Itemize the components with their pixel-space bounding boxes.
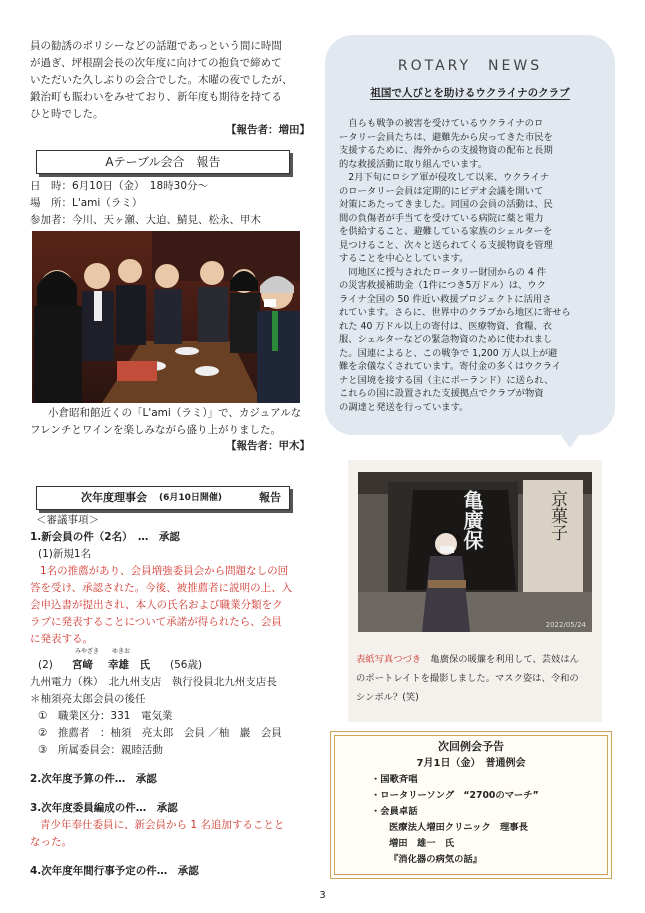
rotary-subheading: 祖国で人びとを助けるウクライナのクラブ [370,87,570,99]
rotary-line: 服、シェルターなどの緊急物資のために使われまし [339,334,553,345]
item: ・ロータリーソング “2700のマーチ” [371,790,539,801]
item1-red-line: ラブに発表することについて承諾が得られたら、会員 [30,616,282,628]
speaker-name: 増田 雄一 氏 [389,838,455,849]
item1-detail: ① 職業区分：331 電気業 [38,710,173,722]
item: ・会員卓話 [371,806,418,817]
rotary-line: の調達と発送を行っています。 [339,401,469,413]
rotary-line: 見つけること、次々と送られてくる支援物資を管理 [339,239,553,251]
item: ・国歌斉唱 [371,774,418,785]
photo-timestamp: 2022/05/24 [545,621,586,629]
item3-red-line: 青少年奉仕委員に、新会員から 1 名追加することと [40,819,285,831]
rotary-line: ナと国境を接する国（主にポーランド）に送られ、 [339,374,554,386]
intro-reporter: 【報告者：増田】 [226,124,310,136]
board-title: 次年度理事会 [81,491,147,504]
a-table-info [30,178,315,229]
name1: 宮﨑 [72,659,93,671]
rotary-line: これらの国に設置された支援拠点でクラブが物資 [339,388,544,399]
board-body [30,512,325,880]
rotary-line: 的な救援活動に取り組んでいます。 [339,158,488,170]
item1-red-line: 会申込書が提出され、本人の氏名および職業分類をク [30,599,283,611]
rotary-line: 対策にあたってきました。同国の会員の活動は、民 [339,199,553,210]
rotary-line: 難を余儀なくされています。寄付金の多くはウクライ [339,361,562,372]
cover-photo [358,472,592,632]
next-meeting-box [330,731,612,879]
rotary-line: 同地区に授与されたロータリー財団からの 4 件 [339,266,547,278]
caption-line: シンボル？(笑) [356,692,419,703]
a-table-caption [30,405,315,439]
intro-line: が過ぎ、坪根副会長の次年度に向けての抱負で締めて [30,57,282,69]
board-title-box [36,486,290,510]
name2: 幸雄 氏 [108,659,150,671]
rotary-line: の災害救援補助金（1件につき5万ドル）は、ウク [339,280,546,291]
rotary-paragraph [339,117,605,414]
a-table-reporter: 【報告者：甲木】 [226,440,310,452]
next-meeting-items [371,772,601,868]
name2-ruby: ゆきお [112,648,131,655]
rotary-line: 支援するために、海外からの支援物資の配布と長期 [339,145,553,156]
curtain-text: 亀廣保 [460,490,484,550]
item1-successor: ＊柚須亮太郎会員の後任 [30,693,146,705]
item1-red-line: 答を受け、承認された。今後、被推薦者に説明の上、入 [30,582,293,594]
intro-line: いただいた久しぶりの会合でした。木曜の夜でしたが、 [30,74,293,86]
rotary-line: 自らも戦争の被害を受けているウクライナのロ [339,118,544,129]
intro-paragraph [30,38,315,123]
caption-line: 亀廣保の暖簾を利用して、芸妓はん [421,654,579,665]
a-table-attendees: 参加者：今川、天ヶ瀬、大迫、鯖見、松永、甲木 [30,214,261,226]
item1-red-line: 1名の推薦があり、会員増強委員会から問題なしの回 [40,565,289,577]
age: (56歳) [170,659,203,671]
shop-sign: 京菓子 [547,490,567,541]
name1-ruby: みやざき [75,648,100,655]
rotary-line: ライナ全国の 50 件近い救援プロジェクトに活用さ [339,293,552,305]
board-title-tail: 報告 [259,491,281,504]
caption-line: 小倉昭和館近くの「L'ami（ラミ）」で、カジュアルな [48,407,302,419]
rotary-news-panel [325,35,615,435]
rotary-line: 2月下旬にロシア軍が侵攻して以来、ウクライナ [339,172,550,183]
board-title-sub: (6月10日開催) [159,493,223,503]
rotary-line: することを中心としています。 [339,253,469,264]
rotary-line: を供給すること、避難している家族のシェルターを [339,226,553,237]
item3-red-line: なった。 [30,836,72,848]
rotary-line: のロータリー会員は定期的にビデオ会議を開いて [339,185,544,197]
item1-sub2-num: (2) [38,659,53,671]
speech-bubble-tail [560,434,580,448]
agenda-header: ＜審議事項＞ [36,514,99,526]
item1-red-line: に発表する。 [30,633,93,645]
group-photo [32,231,300,403]
caption-line: のポートレイトを撮影しました。マスク姿は、令和の [356,673,579,684]
intro-line: 鍛治町も賑わいをみせており、新年度も期待を持てる [30,91,282,103]
item1-detail: ② 推薦者 ：柚須 亮太郎 会員 ／柚 巖 会員 [38,727,282,739]
a-table-place: 場 所：L'ami（ラミ） [30,197,143,209]
rotary-line: ータリー会員たちは、避難先から戻ってきた市民を [339,131,553,143]
cover-caption [356,650,598,707]
speaker-org: 医療法人増田クリニック 理事長 [389,822,528,833]
rotary-line: れた 40 万ドル以上の寄付は、医療物資、食糧、衣 [339,320,552,332]
group-photo-illustration [32,231,300,403]
item4: 4.次年度年間行事予定の件… 承認 [30,865,199,877]
caption-label: 表紙写真つづき [356,654,422,665]
item3: 3.次年度委員編成の件… 承認 [30,802,178,814]
intro-line: ひと時でした。 [30,108,104,120]
item1-sub1: (1)新規1名 [38,548,92,560]
cover-photo-panel [348,460,602,722]
caption-line: フレンチとワインを楽しみながら盛り上がりました。 [30,424,282,436]
rotary-line: た。国連によると、この戦争で 1,200 万人以上が避 [339,347,558,359]
rotary-heading: ROTARY NEWS [397,58,543,74]
item2: 2.次年度予算の件… 承認 [30,773,157,785]
item1: 1.新会員の件（2名） … 承認 [30,531,180,543]
page-number: 3 [319,890,326,901]
next-meeting-title: 次回例会予告 [438,740,504,753]
a-table-title: Aテーブル会合 報告 [36,150,290,174]
speaker-title: 『消化器の病気の話』 [389,854,482,865]
a-table-date: 日 時：6月10日（金） 18時30分～ [30,180,209,192]
rotary-line: れています。さらに、世界中のクラブから地区に寄せら [339,307,571,318]
item1-company: 九州電力（株） 北九州支店 執行役員北九州支店長 [30,676,277,688]
next-meeting-date: 7月1日（金） 普通例会 [416,758,526,769]
intro-line: 員の勧誘のポリシーなどの話題であっという間に時間 [30,40,282,52]
rotary-line: 間の負傷者が手当てを受けている病院に薬と電力 [339,212,544,224]
item1-sub2 [30,648,325,674]
item1-detail: ③ 所属委員会：親睦活動 [38,744,163,756]
